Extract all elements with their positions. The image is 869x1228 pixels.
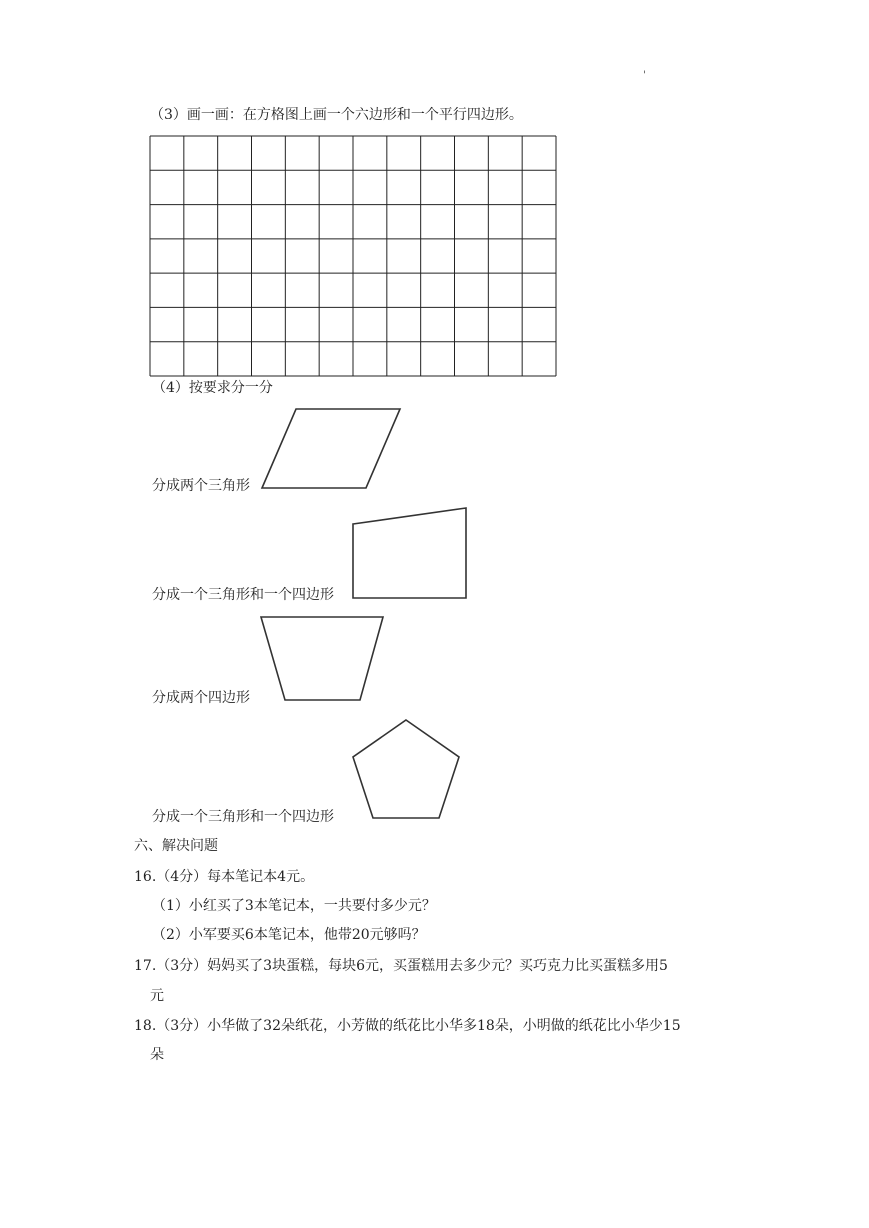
q16-stem: 16.（4分）每本笔记本4元。: [134, 869, 315, 885]
q4-item-4-label: 分成一个三角形和一个四边形: [152, 809, 334, 825]
pentagon-shape[interactable]: [349, 717, 463, 823]
quadrilateral-shape[interactable]: [349, 505, 471, 603]
q18-line-2: 朵: [150, 1047, 164, 1063]
parallelogram-shape[interactable]: [258, 406, 404, 492]
q16-sub-1: （1）小红买了3本笔记本，一共要付多少元？: [152, 898, 436, 914]
q4-item-1-label: 分成两个三角形: [152, 478, 250, 494]
q18-line-1: 18.（3分）小华做了32朵纸花，小芳做的纸花比小华多18朵，小明做的纸花比小华少15: [134, 1018, 681, 1034]
section-title: 六、解决问题: [134, 838, 218, 854]
q16-sub-2: （2）小军要买6本笔记本，他带20元够吗？: [152, 927, 426, 943]
q3-instruction: （3）画一画：在方格图上画一个六边形和一个平行四边形。: [150, 107, 523, 123]
q17-line-1: 17.（3分）妈妈买了3块蛋糕，每块6元，买蛋糕用去多少元？买巧克力比买蛋糕多用5: [134, 958, 668, 974]
q4-item-3-label: 分成两个四边形: [152, 690, 250, 706]
page-marker: ': [643, 70, 646, 81]
q4-instruction: （4）按要求分一分: [152, 380, 273, 396]
trapezoid-shape[interactable]: [257, 613, 387, 705]
drawing-grid[interactable]: [149, 135, 557, 377]
q17-line-2: 元: [150, 988, 164, 1004]
q4-item-2-label: 分成一个三角形和一个四边形: [152, 587, 334, 603]
